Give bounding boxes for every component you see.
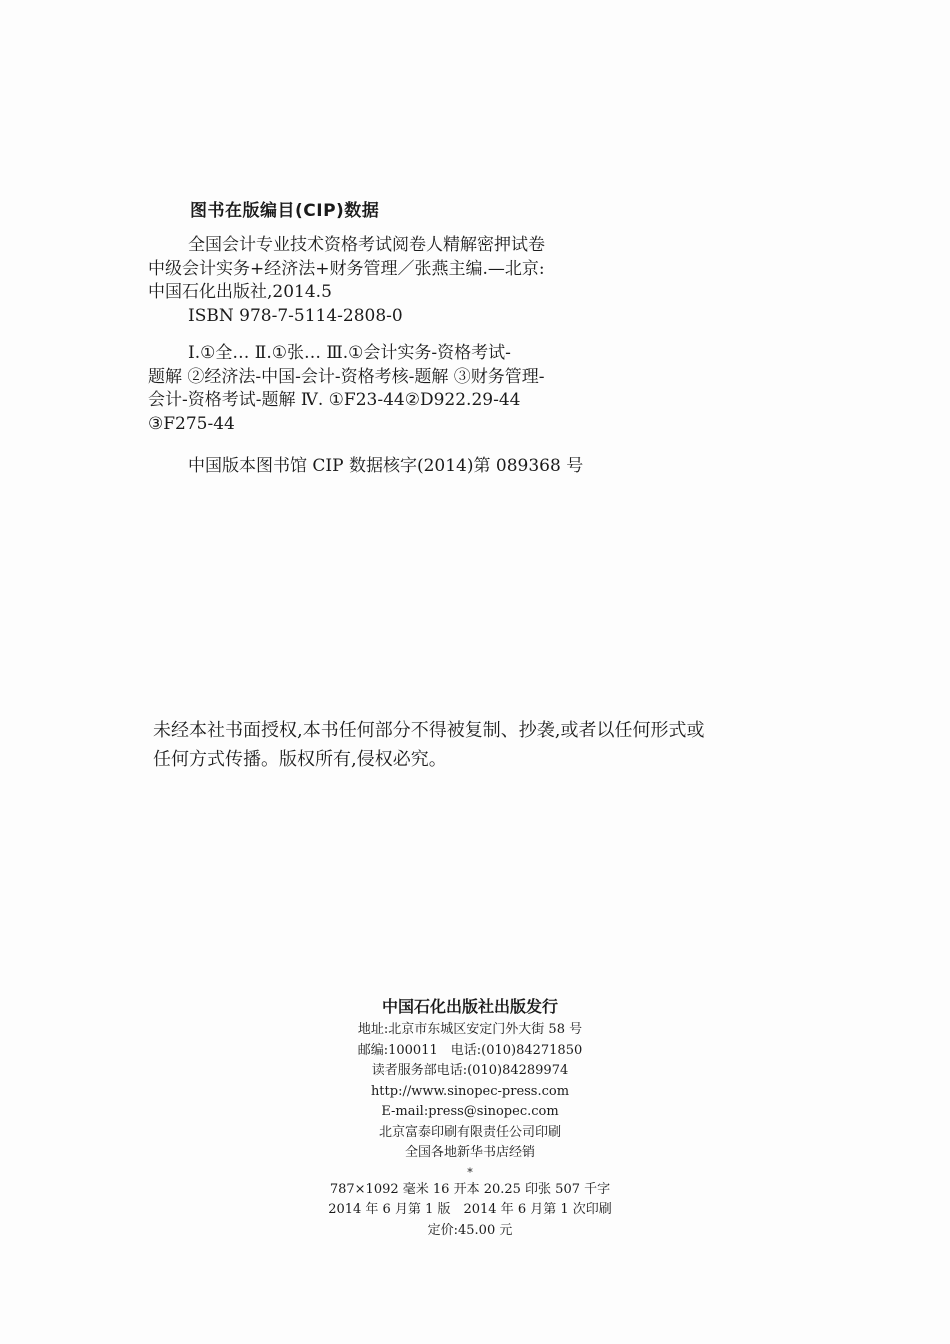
cip-record: [148, 234, 668, 328]
cip-subtitle-line: 中级会计实务+经济法+财务管理／张燕主编.—北京:: [148, 258, 545, 279]
cip-title-line: 全国会计专业技术资格考试阅卷人精解密押试卷: [188, 235, 545, 255]
book-specs: 787×1092 毫米 16 开本 20.25 印张 507 千字: [329, 1181, 611, 1197]
book-price: 定价:45.00 元: [427, 1222, 513, 1238]
copyright-notice: [153, 716, 793, 774]
cip-isbn-line: ISBN 978-7-5114-2808-0: [188, 305, 403, 326]
edition-info: 2014 年 6 月第 1 版 2014 年 6 月第 1 次印刷: [328, 1202, 612, 1217]
copyright-line: 未经本社书面授权,本书任何部分不得被复制、抄袭,或者以任何形式或: [153, 720, 705, 741]
reader-service-phone: 读者服务部电话:(010)84289974: [371, 1063, 569, 1078]
publisher-postcode-phone: 邮编:100011 电话:(010)84271850: [357, 1042, 583, 1058]
cip-class-line: ③F275-44: [148, 413, 235, 434]
distributor-name: 全国各地新华书店经销: [404, 1145, 535, 1160]
cip-record-number: 中国版本图书馆 CIP 数据核字(2014)第 089368 号: [188, 456, 584, 476]
publisher-email: E-mail:press@sinopec.com: [381, 1104, 559, 1119]
publisher-address: 地址:北京市东城区安定门外大街 58 号: [357, 1022, 583, 1037]
cip-class-line: 题解 ②经济法-中国-会计-资格考核-题解 ③财务管理-: [148, 366, 545, 387]
publisher-info: [270, 995, 670, 1241]
cip-classification: [148, 342, 668, 436]
printer-name: 北京富泰印刷有限责任公司印刷: [378, 1124, 561, 1140]
cip-class-line: 会计-资格考试-题解 Ⅳ. ①F23-44②D922.29-44: [148, 390, 521, 410]
publisher-name: 中国石化出版社出版发行: [381, 997, 558, 1016]
separator-star: *: [467, 1165, 473, 1179]
publisher-website: http://www.sinopec-press.com: [370, 1083, 570, 1099]
cip-publisher-line: 中国石化出版社,2014.5: [148, 282, 332, 302]
copyright-line: 任何方式传播。版权所有,侵权必究。: [153, 749, 447, 770]
cip-class-line: Ⅰ.①全… Ⅱ.①张… Ⅲ.①会计实务-资格考试-: [188, 343, 511, 363]
cip-heading: 图书在版编目(CIP)数据: [190, 201, 380, 221]
